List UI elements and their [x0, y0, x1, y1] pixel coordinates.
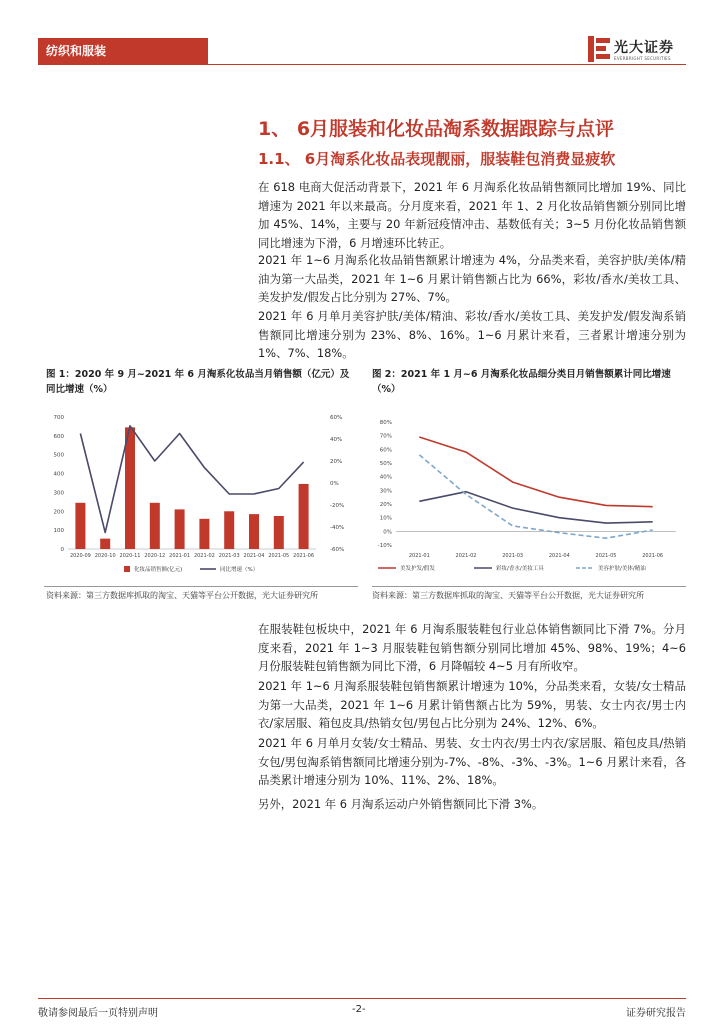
- y-tick-label: 10%: [379, 515, 392, 522]
- bar: [224, 511, 234, 549]
- footer-report-type: 证券研究报告: [626, 1008, 686, 1019]
- paragraph-5: 2021 年 1~6 月淘系服装鞋包销售额累计增速为 10%，分品类来看，女装/女士精品为第一大品类，2021 年 1~6 月累计销售额占比为 59%，男装、女士内衣/男士内衣/家居服、箱包皮具/热销女包/男包占比分别为 24%、12%、6%。: [258, 679, 686, 730]
- section-heading: 1、 6月服装和化妆品淘系数据跟踪与点评: [258, 118, 615, 140]
- y-right-tick-label: 40%: [330, 437, 343, 443]
- y-tick-label: 50%: [379, 461, 392, 467]
- bar: [150, 503, 160, 549]
- x-tick-label: 2021-01: [169, 553, 191, 559]
- paragraph-3: 2021 年 6 月单月美容护肤/美体/精油、彩妆/香水/美妆工具、美发护发/假发淘系销售额同比增速分别为 23%、8%、16%。1~6 月累计来看，三者累计增速分别为 1%、7%、18%。: [258, 309, 686, 360]
- legend-label: 美容护肤/美体/精油: [598, 566, 646, 572]
- bar: [274, 516, 284, 549]
- y-left-tick-label: 200: [53, 509, 64, 516]
- x-tick-label: 2021-02: [193, 553, 215, 559]
- y-tick-label: -10%: [377, 543, 392, 549]
- y-right-tick-label: 60%: [330, 415, 343, 421]
- figure2-source: 资料来源：第三方数据库抓取的淘宝、天猫等平台公开数据，光大证券研究所: [372, 591, 644, 600]
- y-right-tick-label: -20%: [330, 503, 345, 509]
- x-tick-label: 2021-05: [595, 553, 617, 559]
- legend-label-growth: 同比增速（%）: [220, 567, 259, 573]
- x-tick-label: 2020-12: [144, 553, 166, 559]
- bar: [299, 484, 309, 549]
- y-tick-label: 70%: [379, 433, 392, 440]
- logo-title: 光大证券: [614, 40, 674, 56]
- y-tick-label: 30%: [379, 488, 392, 495]
- paragraph-4: 在服装鞋包板块中，2021 年 6 月淘系服装鞋包行业总体销售额同比下滑 7%。分月度来看，2021 年 1~3 月服装鞋包销售额分别同比增加 45%、98%、19%；4~6 月份服装鞋包销售额为同比下滑，6 月降幅较 4~5 月有所收窄。: [258, 622, 686, 673]
- x-tick-label: 2020-09: [69, 553, 91, 559]
- x-tick-label: 2021-06: [642, 553, 664, 559]
- x-tick-label: 2020-11: [119, 553, 141, 559]
- figure2-title: 图 2：2021 年 1 月~6 月淘系化妆品细分类目月销售额累计同比增速（%）: [372, 369, 671, 395]
- x-tick-label: 2021-02: [455, 553, 477, 559]
- bar: [249, 514, 259, 549]
- paragraph-2: 2021 年 1~6 月淘系化妆品销售额累计增速为 4%，分品类来看，美容护肤/美体/精油为第一大品类，2021 年 1~6 月累计销售额占比为 66%，彩妆/香水/美妆工具、美发护发/假发占比分别为 27%、7%。: [258, 253, 686, 304]
- paragraph-1: 在 618 电商大促活动背景下，2021 年 6 月淘系化妆品销售额同比增加 19%、同比增速为 2021 年以来最高。分月度来看，2021 年 1、2 月化妆品销售额分别同比增加 45%、14%，主要与 20 年新冠疫情冲击、基数低有关；3~5 月份化妆品销售额同比增速为下滑，6 月增速环比转正。: [258, 180, 686, 250]
- footer-disclaimer: 敬请参阅最后一页特别声明: [38, 1008, 158, 1019]
- bar: [100, 539, 110, 549]
- x-tick-label: 2021-05: [268, 553, 290, 559]
- page-number: -2-: [352, 1004, 366, 1015]
- y-tick-label: 60%: [379, 447, 392, 454]
- figure2-chart: [366, 412, 688, 584]
- y-left-tick-label: 700: [53, 415, 64, 421]
- paragraph-6: 2021 年 6 月单月女装/女士精品、男装、女士内衣/男士内衣/家居服、箱包皮具/热销女包/男包淘系销售额同比增速分别为-7%、-8%、-3%、-3%。1~6 月累计来看，各品类累计增速分别为 10%、11%、2%、18%。: [258, 736, 686, 787]
- bar: [125, 427, 135, 549]
- figure1-rule: [44, 586, 358, 587]
- y-tick-label: 80%: [379, 420, 392, 426]
- y-right-tick-label: 20%: [330, 459, 343, 465]
- section-label: 纺织和服装: [38, 38, 208, 64]
- y-left-tick-label: 400: [53, 471, 64, 478]
- paragraph-7: 另外，2021 年 6 月淘系运动户外销售额同比下滑 3%。: [258, 797, 544, 811]
- legend-swatch-sales: [124, 566, 130, 572]
- y-left-tick-label: 500: [53, 452, 64, 459]
- x-tick-label: 2021-06: [293, 553, 315, 559]
- x-tick-label: 2020-10: [94, 553, 116, 559]
- y-right-tick-label: 0%: [330, 481, 339, 487]
- series-line: [419, 492, 652, 523]
- legend-label: 彩妆/香水/美妆工具: [496, 566, 544, 572]
- y-left-tick-label: 0: [60, 547, 64, 553]
- x-tick-label: 2021-04: [243, 553, 265, 559]
- y-tick-label: 20%: [379, 502, 392, 508]
- y-tick-label: 40%: [379, 474, 392, 481]
- footer-divider: [38, 998, 686, 999]
- subsection-heading: 1.1、 6月淘系化妆品表现靓丽，服装鞋包消费显疲软: [258, 150, 616, 168]
- x-tick-label: 2021-01: [408, 553, 430, 559]
- company-logo: [588, 36, 688, 66]
- x-tick-label: 2021-03: [502, 553, 524, 559]
- legend-label-sales: 化妆品销售额(亿元): [134, 567, 183, 573]
- x-tick-label: 2021-04: [548, 553, 570, 559]
- figure1-chart: [38, 405, 358, 585]
- y-left-tick-label: 300: [53, 490, 64, 497]
- bar: [175, 509, 185, 549]
- y-right-tick-label: -60%: [330, 547, 345, 553]
- series-line: [419, 437, 652, 507]
- figure1-source: 资料来源：第三方数据库抓取的淘宝、天猫等平台公开数据，光大证券研究所: [46, 591, 318, 600]
- y-left-tick-label: 100: [53, 528, 64, 535]
- legend-label: 美发护发/假发: [400, 566, 435, 572]
- x-tick-label: 2021-03: [218, 553, 240, 559]
- series-line: [419, 455, 652, 538]
- y-left-tick-label: 600: [53, 433, 64, 440]
- y-tick-label: 0%: [383, 529, 392, 536]
- logo-mark-icon: [588, 36, 610, 62]
- bar: [75, 503, 85, 549]
- y-right-tick-label: -40%: [330, 525, 345, 531]
- logo-subtitle: EVERBRIGHT SECURITIES: [614, 56, 671, 61]
- growth-line: [80, 426, 303, 533]
- figure1-title: 图 1：2020 年 9 月~2021 年 6 月淘系化妆品当月销售额（亿元）及同比增速（%）: [46, 369, 350, 395]
- bar: [199, 519, 209, 549]
- figure2-rule: [372, 586, 686, 587]
